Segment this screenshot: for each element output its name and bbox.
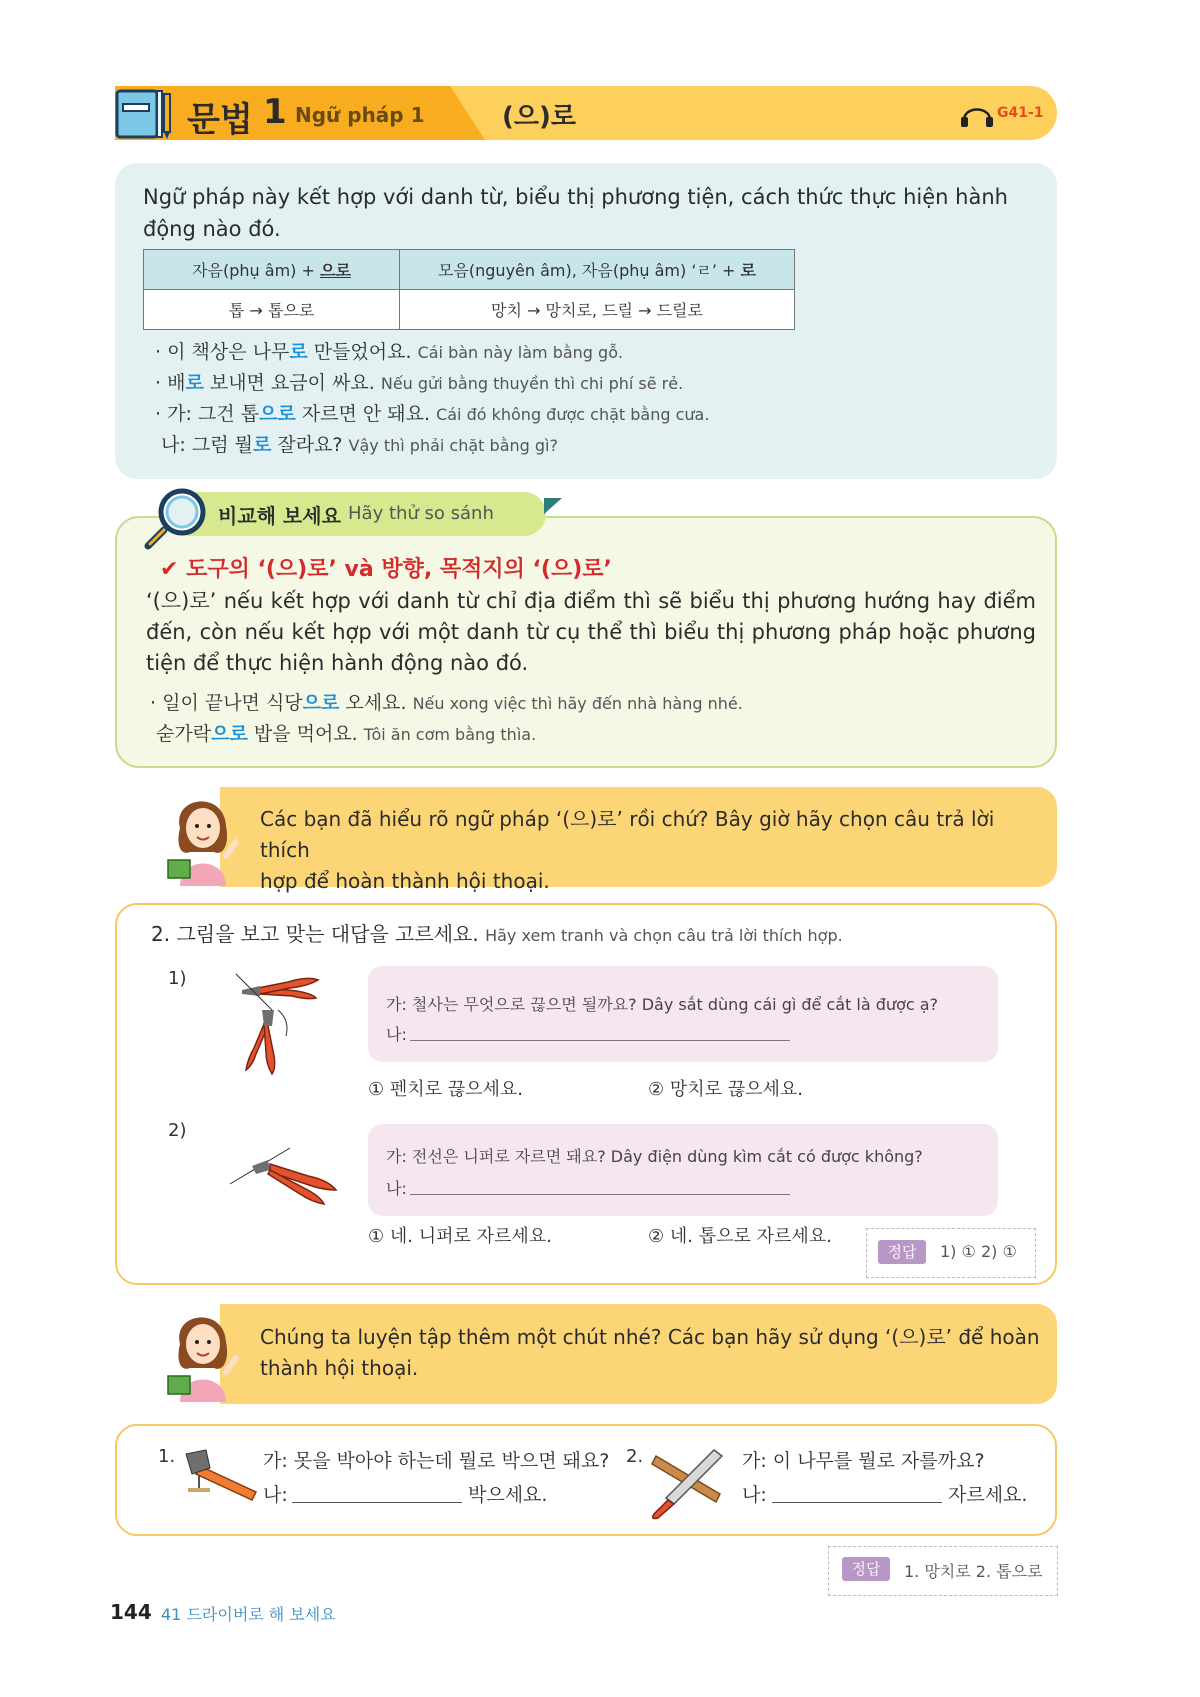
compare-tab-subtitle: Hãy thử so sánh xyxy=(348,503,494,524)
option-2[interactable]: ② 네. 톱으로 자르세요. xyxy=(648,1226,832,1247)
exercise-title: 2. 그림을 보고 맞는 대답을 고르세요. Hãy xem tranh và chọn câu trả lời thích hợp. xyxy=(151,922,843,946)
pliers-icon xyxy=(228,966,344,1076)
dialogue-question: 가: 철사는 무엇으로 끊으면 될까요? Dây sắt dùng cái gì để cắt là được ạ? xyxy=(386,995,939,1014)
practice-item-number: 1. xyxy=(158,1446,176,1467)
table-header-consonant: 자음(phụ âm) + 으로 xyxy=(144,250,400,290)
teacher-avatar xyxy=(162,1302,248,1402)
answer-blank[interactable] xyxy=(410,1194,790,1195)
practice-item-number: 2. xyxy=(626,1446,644,1467)
wire-cutter-icon xyxy=(228,1136,344,1206)
magnifier-icon xyxy=(144,486,208,550)
dialogue-box xyxy=(368,1124,998,1216)
instruction-bubble-text: Chúng ta luyện tập thêm một chút nhé? Các bạn hãy sử dụng ‘(으)로’ để hoàn thành hội thoại. xyxy=(260,1325,1040,1380)
page-number: 144 xyxy=(110,1600,152,1624)
table-cell: 망치 → 망치로, 드릴 → 드릴로 xyxy=(400,290,795,330)
instruction-bubble-text: Các bạn đã hiểu rõ ngữ pháp ‘(으)로’ rồi chứ? Bây giờ hãy chọn câu trả lời thích hợp để hoàn thành hội thoại. xyxy=(260,807,995,893)
teacher-avatar xyxy=(162,786,248,886)
table-row xyxy=(144,290,795,330)
answer-label: 정답 xyxy=(878,1240,926,1264)
chapter-title: 41 드라이버로 해 보세요 xyxy=(161,1605,336,1624)
answer-text: 1. 망치로 2. 톱으로 xyxy=(904,1562,1043,1581)
audio-track-code[interactable]: G41-1 xyxy=(997,105,1044,121)
saw-icon xyxy=(648,1442,728,1522)
table-cell: 톱 → 톱으로 xyxy=(144,290,400,330)
practice-answer-prefix: 나: xyxy=(742,1484,767,1506)
exercise-item-number: 1) xyxy=(168,968,187,989)
answer-text: 1) ① 2) ① xyxy=(940,1242,1017,1261)
grammar-examples xyxy=(155,337,709,461)
answer-label: 정답 xyxy=(842,1557,890,1581)
header-topic: (으)로 xyxy=(502,102,576,132)
practice-question: 가: 이 나무를 뭘로 자를까요? xyxy=(742,1450,985,1472)
header-subtitle: Ngữ pháp 1 xyxy=(295,103,425,127)
grammar-description: Ngữ pháp này kết hợp với danh từ, biểu thị phương tiện, cách thức thực hiện hành động nào đó. xyxy=(143,185,1008,241)
example-line: · 배로 보내면 요금이 싸요. Nếu gửi bằng thuyền thì chi phí sẽ rẻ. xyxy=(155,372,684,394)
example-line: · 이 책상은 나무로 만들었어요. Cái bàn này làm bằng gỗ. xyxy=(155,341,624,363)
header-title: 문법 xyxy=(187,100,253,140)
option-1[interactable]: ① 펜치로 끊으세요. xyxy=(368,1079,524,1100)
example-line: · 가: 그건 톱으로 자르면 안 돼요. Cái đó không được chặt bằng cưa. xyxy=(155,403,710,425)
compare-body: ‘(으)로’ nếu kết hợp với danh từ chỉ địa điểm thì sẽ biểu thị phương hướng hay điểm đến, còn nếu kết hợp với một danh từ cụ thể thì biểu thị phương pháp hoặc phương tiện để thực hiện hành động nào đó. xyxy=(146,589,1036,675)
conjugation-table xyxy=(143,249,795,330)
option-1[interactable]: ① 네. 니퍼로 자르세요. xyxy=(368,1226,552,1247)
practice-question: 가: 못을 박아야 하는데 뭘로 박으면 돼요? xyxy=(263,1450,610,1472)
option-2[interactable]: ② 망치로 끊으세요. xyxy=(648,1079,804,1100)
dialogue-answer-prefix: 나: xyxy=(386,1025,407,1044)
practice-answer-suffix: 자르세요. xyxy=(948,1484,1028,1506)
compare-tab-tail xyxy=(544,498,562,514)
grammar-box xyxy=(115,163,1057,479)
answer-blank[interactable] xyxy=(410,1040,790,1041)
compare-examples xyxy=(150,688,743,750)
table-header-vowel: 모음(nguyên âm), 자음(phụ âm) ‘ㄹ’ + 로 xyxy=(400,250,795,290)
table-header-row xyxy=(144,250,795,290)
compare-heading: ✔ 도구의 ‘(으)로’ và 방향, 목적지의 ‘(으)로’ xyxy=(160,557,612,582)
example-line: · 일이 끝나면 식당으로 오세요. Nếu xong việc thì hãy đến nhà hàng nhé. xyxy=(150,692,743,714)
section-header xyxy=(115,86,1057,140)
answer-blank[interactable] xyxy=(292,1502,462,1503)
answer-blank[interactable] xyxy=(772,1502,942,1503)
compare-tab-title: 비교해 보세요 xyxy=(218,504,341,528)
dialogue-question: 가: 전선은 니퍼로 자르면 돼요? Dây điện dùng kìm cắt có được không? xyxy=(386,1147,923,1166)
exercise-item-number: 2) xyxy=(168,1120,187,1141)
practice-answer-suffix: 박으세요. xyxy=(468,1484,548,1506)
example-line: 나: 그럼 뭘로 잘라요? Vậy thì phải chặt bằng gì? xyxy=(161,434,558,456)
dialogue-box xyxy=(368,966,998,1062)
hammer-icon xyxy=(180,1448,260,1504)
dialogue-answer-prefix: 나: xyxy=(386,1179,407,1198)
book-icon xyxy=(115,88,173,140)
headphones-icon[interactable] xyxy=(960,100,994,128)
header-number: 1 xyxy=(263,92,287,132)
example-line: 숟가락으로 밥을 먹어요. Tôi ăn cơm bằng thìa. xyxy=(156,723,537,745)
practice-answer-prefix: 나: xyxy=(263,1484,288,1506)
